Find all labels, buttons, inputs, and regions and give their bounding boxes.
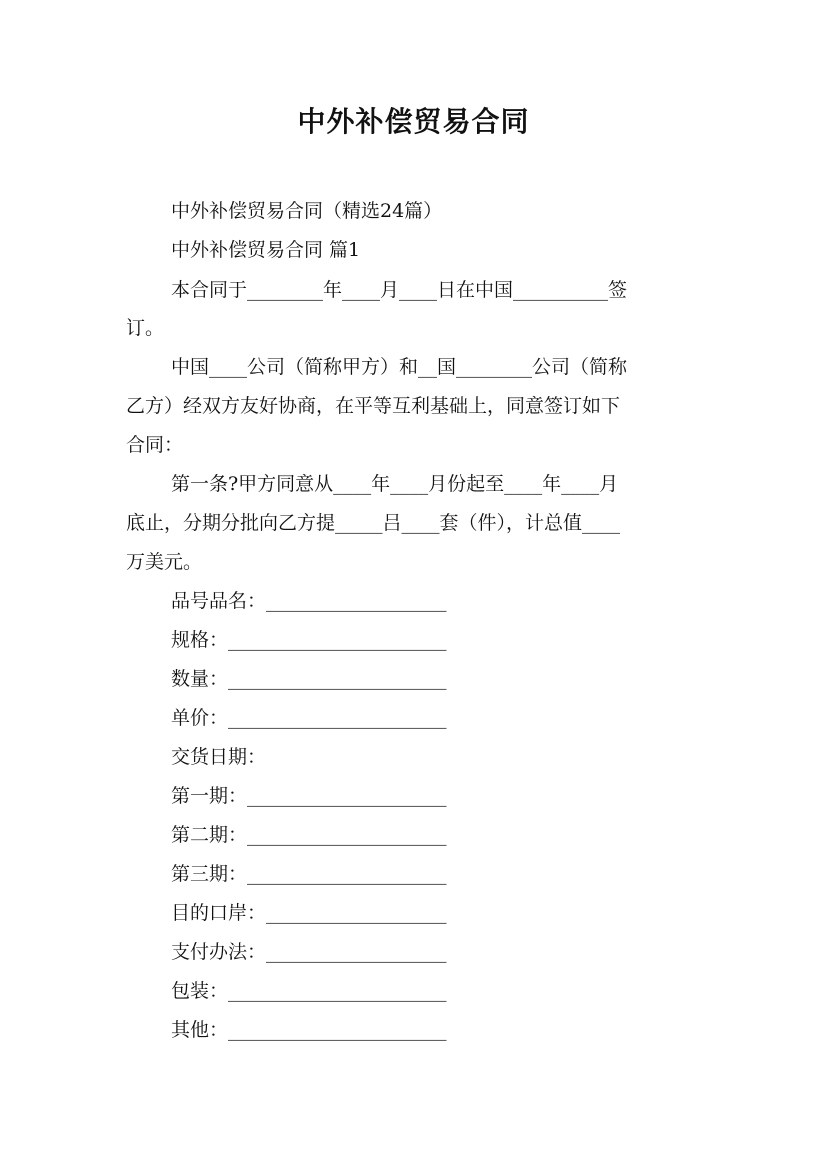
field-other: 其他：_______________________ — [171, 1019, 447, 1041]
paragraph-3-line-2: 底止，分期分批向乙方提_____吕____套（件），计总值____ — [126, 512, 621, 534]
paragraph-2-line-2: 乙方）经双方友好协商，在平等互利基础上，同意签订如下 — [126, 395, 621, 417]
field-destination-port: 目的口岸：___________________ — [171, 902, 447, 924]
section-heading: 中外补偿贸易合同 篇1 — [171, 239, 361, 261]
field-phase-1: 第一期：_____________________ — [171, 785, 447, 807]
field-phase-2: 第二期：_____________________ — [171, 824, 447, 846]
field-product-name: 品号品名：___________________ — [171, 590, 447, 612]
document-title: 中外补偿贸易合同 — [297, 105, 530, 138]
paragraph-2-line-1: 中国____公司（简称甲方）和__国________公司（简称 — [171, 356, 628, 378]
field-delivery-date: 交货日期： — [171, 746, 267, 768]
field-unit-price: 单价：_______________________ — [171, 707, 447, 729]
paragraph-3-line-3: 万美元。 — [126, 551, 203, 573]
document-subtitle: 中外补偿贸易合同（精选24篇） — [171, 200, 443, 222]
field-payment-method: 支付办法：___________________ — [171, 941, 447, 963]
field-specification: 规格：_______________________ — [171, 629, 447, 651]
paragraph-2-line-3: 合同： — [126, 434, 184, 456]
field-packaging: 包装：_______________________ — [171, 980, 447, 1002]
paragraph-3-line-1: 第一条?甲方同意从____年____月份起至____年____月 — [171, 473, 619, 495]
field-phase-3: 第三期：_____________________ — [171, 863, 447, 885]
field-quantity: 数量：_______________________ — [171, 668, 447, 690]
paragraph-1-line-2: 订。 — [126, 317, 165, 339]
paragraph-1-line-1 — [171, 276, 702, 304]
paragraph-1-line-1-text: 本合同于________年____月____日在中国__________签 — [171, 279, 628, 301]
